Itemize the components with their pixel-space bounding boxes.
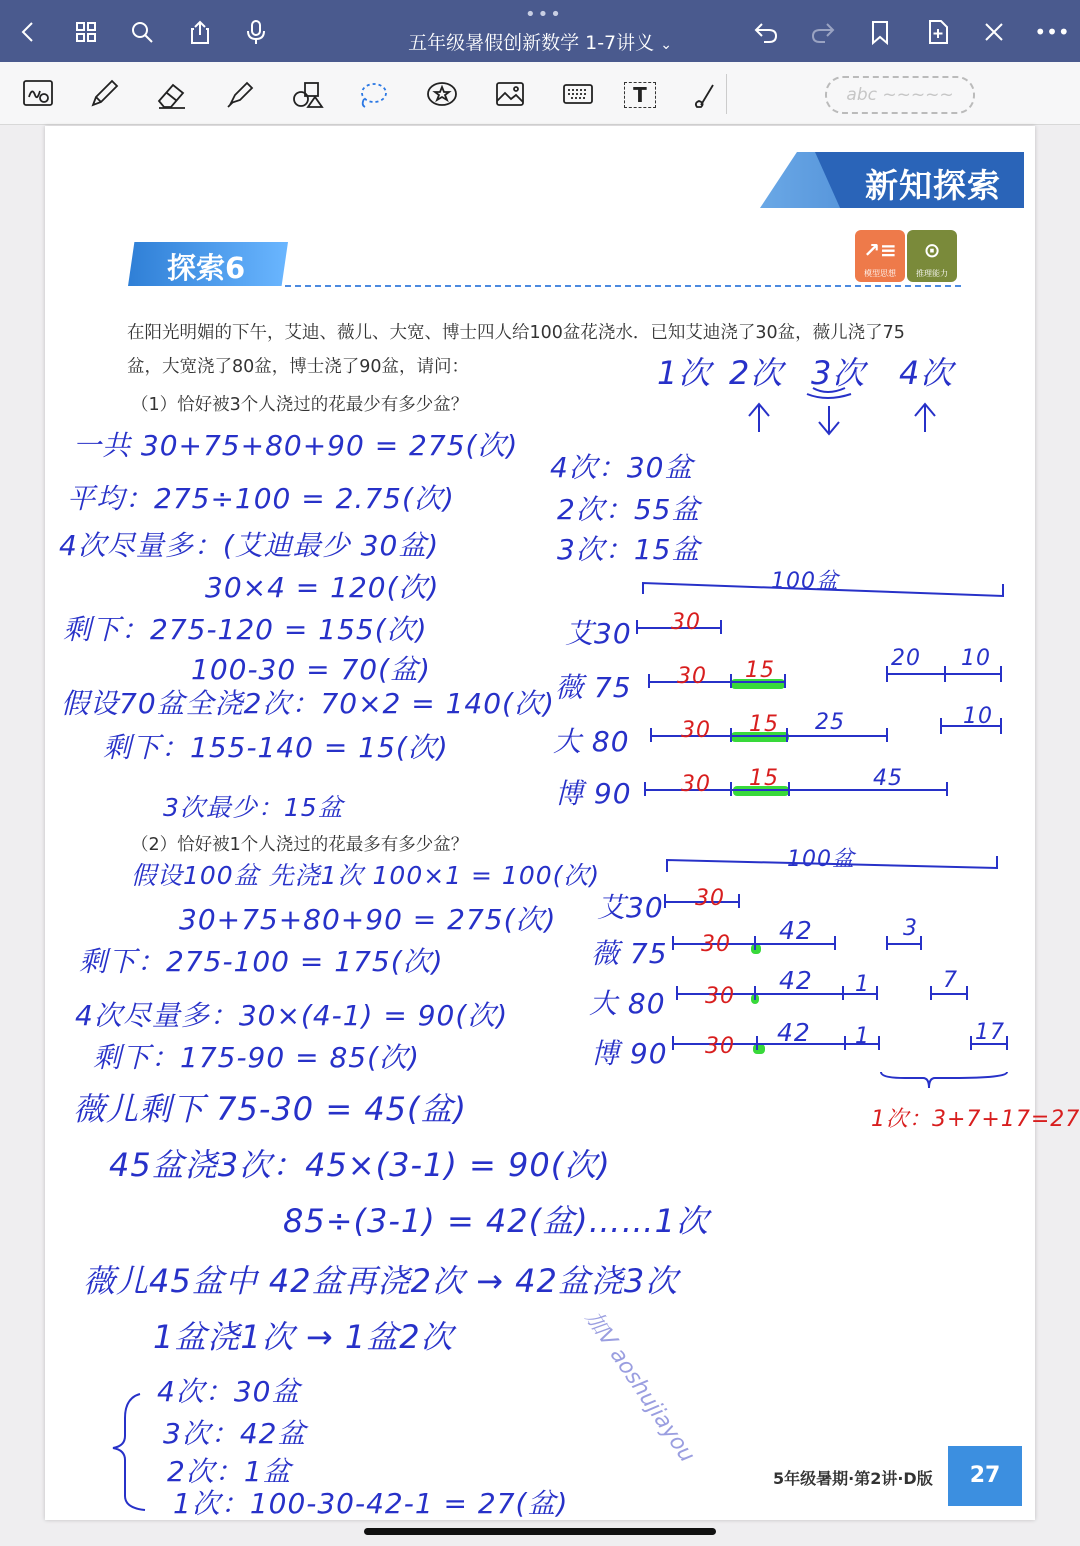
text-box-icon[interactable]: T bbox=[624, 82, 656, 108]
hw-line: 假设100盆 先浇1次 100×1 = 100(次) bbox=[131, 861, 601, 890]
hw-line: 30+75+80+90 = 275(次) bbox=[179, 903, 557, 936]
hw-line: 4次：30盆 bbox=[157, 1375, 301, 1408]
hw-tail: 7 bbox=[943, 968, 958, 993]
chevron-down-icon[interactable]: ⌄ bbox=[660, 37, 672, 53]
hw-seg: 42 bbox=[779, 916, 813, 945]
hw-tail: 17 bbox=[975, 1020, 1005, 1045]
image-icon[interactable] bbox=[490, 76, 530, 112]
hw-seg: 15 bbox=[745, 658, 775, 683]
model-thinking-icon: ↗≡ bbox=[863, 238, 897, 262]
more-options-icon[interactable]: ••• bbox=[1034, 20, 1070, 44]
hw-count: 4次 bbox=[899, 354, 954, 392]
hw-seg: 30 bbox=[705, 1034, 735, 1059]
document-title-text[interactable]: 五年级暑假创新数学 1-7讲义 bbox=[408, 32, 655, 54]
hw-total: 100盆 bbox=[771, 569, 839, 594]
add-page-icon[interactable] bbox=[922, 16, 954, 48]
page-number: 27 bbox=[948, 1446, 1022, 1506]
shapes-icon[interactable] bbox=[288, 76, 328, 112]
hw-count: 2次 bbox=[729, 354, 784, 392]
badge-label: 推理能力 bbox=[916, 269, 948, 278]
app-top-bar bbox=[0, 0, 1080, 62]
lasso-icon[interactable] bbox=[352, 76, 392, 112]
hw-line: 剩下：275-100 = 175(次) bbox=[79, 945, 444, 978]
hw-line: 85÷(3-1) = 42(盆)……1次 bbox=[283, 1202, 709, 1240]
bookmark-icon[interactable] bbox=[864, 16, 896, 48]
magnifier-icon: ⊙ bbox=[923, 238, 941, 262]
hw-seg: 30 bbox=[677, 664, 707, 689]
keyboard-icon[interactable] bbox=[558, 76, 598, 112]
hw-line: 100-30 = 70(盆) bbox=[191, 653, 431, 686]
hw-line: 一共 30+75+80+90 = 275(次) bbox=[73, 429, 519, 462]
hw-seg: 30 bbox=[671, 610, 701, 635]
hw-row-name: 大 80 bbox=[553, 725, 630, 758]
hw-line: 假设70盆全浇2次：70×2 = 140(次) bbox=[61, 687, 555, 720]
toolbar-divider bbox=[726, 74, 727, 114]
hw-row-name: 薇 75 bbox=[591, 937, 668, 970]
window-drag-dots[interactable]: ••• bbox=[525, 4, 563, 25]
hw-seg: 1 bbox=[855, 972, 870, 997]
hw-line: 45盆浇3次：45×(3-1) = 90(次) bbox=[109, 1146, 611, 1184]
hw-line: 3次：42盆 bbox=[163, 1417, 307, 1450]
home-indicator[interactable] bbox=[364, 1528, 716, 1535]
hw-line: 剩下：275-120 = 155(次) bbox=[63, 613, 428, 646]
hw-total: 100盆 bbox=[787, 847, 855, 872]
hw-row-name: 博 90 bbox=[555, 777, 632, 810]
hw-seg: 30 bbox=[705, 984, 735, 1009]
question-2: （2）恰好被1个人浇过的花最多有多少盆？ bbox=[131, 835, 469, 855]
hw-line: 剩下：155-140 = 15(次) bbox=[103, 731, 449, 764]
hw-summary: 2次：55盆 bbox=[557, 493, 701, 526]
hw-row-name: 薇 75 bbox=[555, 671, 632, 704]
highlighter-icon[interactable] bbox=[220, 76, 260, 112]
hw-seg: 15 bbox=[749, 712, 779, 737]
hw-seg: 42 bbox=[777, 1018, 811, 1047]
hw-count: 1次 bbox=[657, 354, 712, 392]
hw-extra: 10 bbox=[963, 704, 993, 729]
hw-row-name: 艾30 bbox=[597, 891, 664, 924]
hw-seg: 30 bbox=[681, 718, 711, 743]
hw-line: 平均：275÷100 = 2.75(次) bbox=[67, 482, 455, 515]
hw-seg: 30 bbox=[695, 886, 725, 911]
sticker-icon[interactable] bbox=[422, 76, 462, 112]
hw-result: 1次：3+7+17=27 bbox=[871, 1107, 1080, 1132]
hw-summary: 3次：15盆 bbox=[557, 533, 701, 566]
redo-icon[interactable] bbox=[807, 16, 839, 48]
hw-row-name: 大 80 bbox=[589, 987, 666, 1020]
hw-row-name: 艾30 bbox=[565, 617, 632, 650]
problem-line-2: 盆，大宽浇了80盆，博士浇了90盆，请问： bbox=[127, 357, 470, 377]
hw-line: 剩下：175-90 = 85(次) bbox=[93, 1041, 420, 1074]
badge-label: 模型思想 bbox=[864, 269, 896, 278]
hw-line: 1盆浇1次 → 1盆2次 bbox=[153, 1318, 454, 1356]
eraser-icon[interactable] bbox=[152, 76, 192, 112]
pdf-page[interactable] bbox=[45, 126, 1080, 1520]
hw-row-name: 博 90 bbox=[591, 1037, 668, 1070]
hw-extra: 10 bbox=[961, 646, 991, 671]
hw-line: 3次最少：15盆 bbox=[163, 793, 344, 822]
hw-summary: 4次：30盆 bbox=[550, 451, 694, 484]
hw-line: 2次：1盆 bbox=[167, 1455, 292, 1488]
hw-count: 3次 bbox=[811, 354, 866, 392]
watermark: 加V aoshujiayou bbox=[580, 1306, 700, 1468]
hw-line: 1次：100-30-42-1 = 27(盆) bbox=[173, 1487, 569, 1520]
pen-icon[interactable] bbox=[84, 76, 124, 112]
explore-heading: 探索6 bbox=[167, 251, 246, 285]
hw-line: 4次尽量多：30×(4-1) = 90(次) bbox=[75, 999, 509, 1032]
undo-icon[interactable] bbox=[750, 16, 782, 48]
laser-pointer-icon[interactable] bbox=[686, 76, 726, 112]
hw-line: 4次尽量多：(艾迪最少 30盆) bbox=[59, 529, 440, 562]
question-1: （1）恰好被3个人浇过的花最少有多少盆？ bbox=[131, 395, 469, 415]
section-banner-title: 新知探索 bbox=[865, 166, 1001, 205]
hw-line: 薇儿45盆中 42盆再浇2次 → 42盆浇3次 bbox=[83, 1262, 679, 1300]
problem-line-1: 在阳光明媚的下午，艾迪、薇儿、大宽、博士四人给100盆花浇水．已知艾迪浇了30盆，薇儿浇了75 bbox=[127, 323, 905, 343]
hw-seg: 45 bbox=[873, 766, 903, 791]
hw-tail: 3 bbox=[903, 916, 918, 941]
hw-seg: 42 bbox=[779, 966, 813, 995]
hw-seg: 15 bbox=[749, 766, 779, 791]
hw-line: 薇儿剩下 75-30 = 45(盆) bbox=[73, 1090, 468, 1128]
hw-line: 30×4 = 120(次) bbox=[205, 571, 440, 604]
page-footer: 5年级暑期·第2讲·D版 bbox=[773, 1469, 933, 1488]
handwriting-recognition-box[interactable]: abc ~~~~~ bbox=[825, 76, 975, 114]
hw-seg: 30 bbox=[701, 932, 731, 957]
hw-seg: 1 bbox=[855, 1024, 870, 1049]
document-title[interactable] bbox=[0, 28, 1080, 55]
hw-seg: 30 bbox=[681, 772, 711, 797]
handwriting-zoom-icon[interactable] bbox=[18, 76, 58, 112]
hw-seg: 25 bbox=[815, 710, 845, 735]
hw-extra: 20 bbox=[891, 646, 921, 671]
close-tools-icon[interactable] bbox=[978, 16, 1010, 48]
